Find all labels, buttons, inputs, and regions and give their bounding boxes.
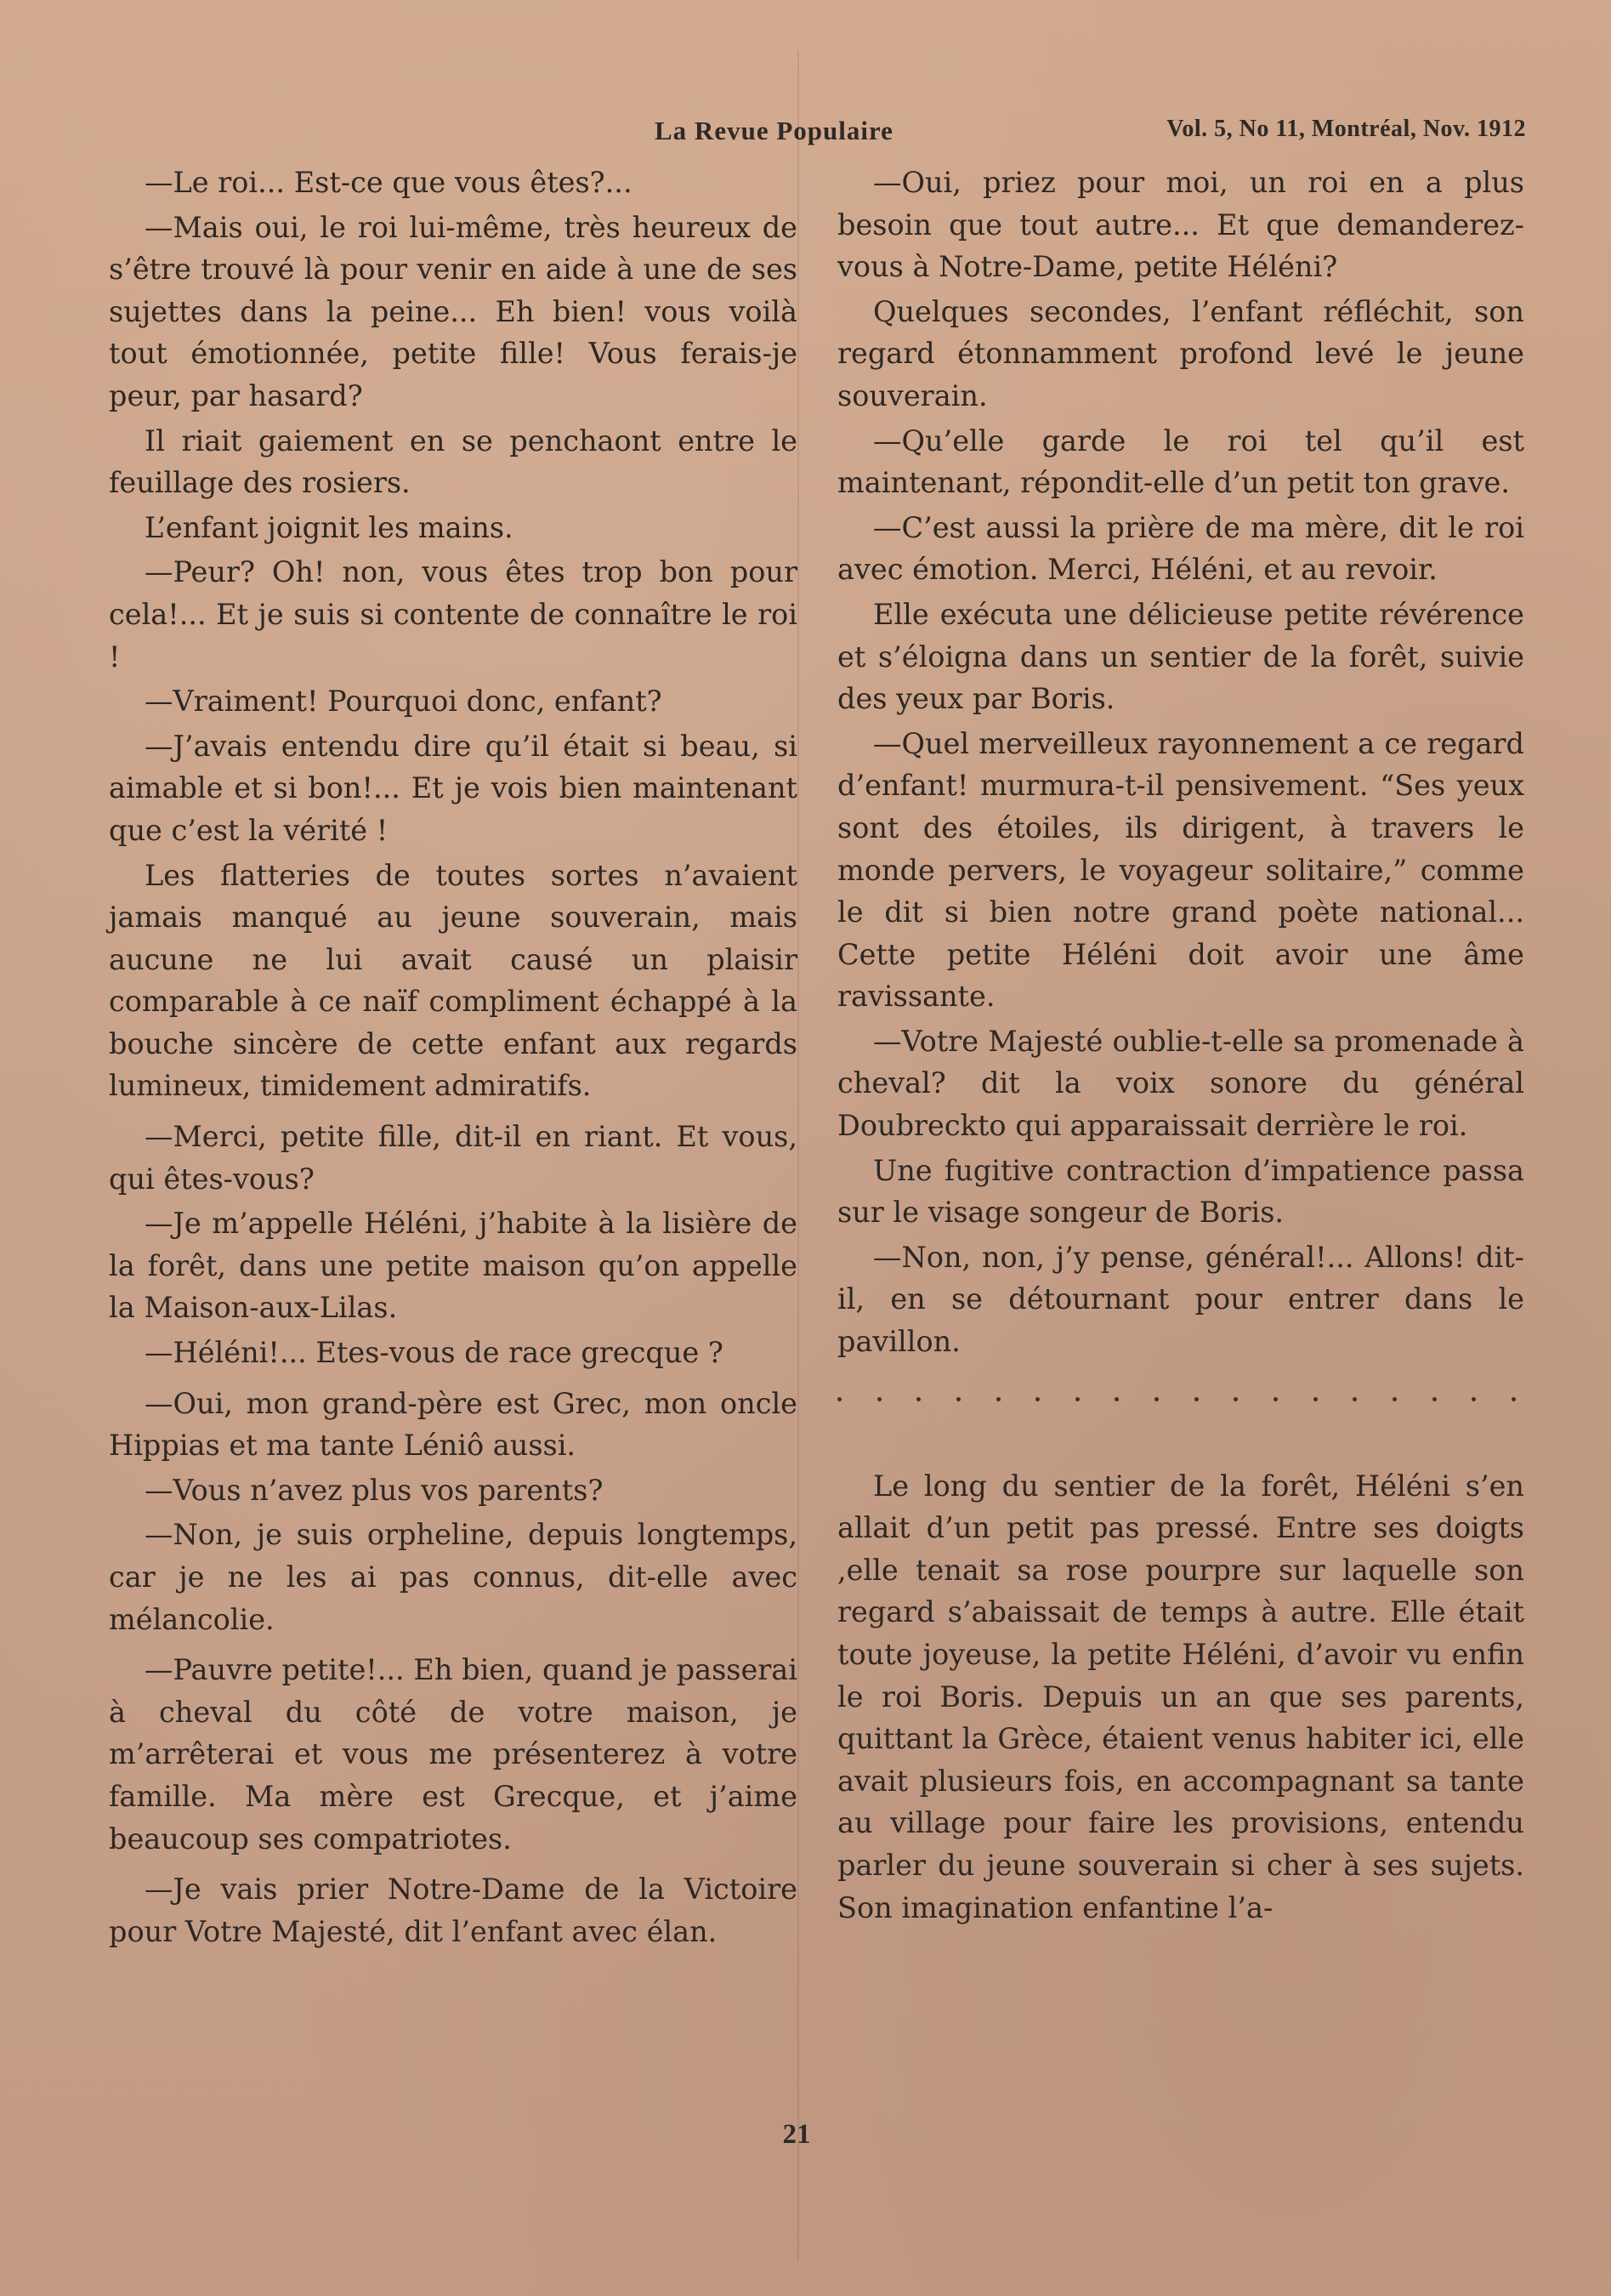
dot — [1075, 1397, 1080, 1401]
dot — [1512, 1397, 1516, 1401]
dot — [1273, 1397, 1278, 1401]
dot — [1353, 1397, 1357, 1401]
page-number: 21 — [782, 2119, 811, 2150]
paragraph: —C’est aussi la prière de ma mère, dit le roi avec émotion. Merci, Héléni, et au revoir. — [837, 510, 1524, 587]
paragraph: —Quel merveilleux rayonnement a ce regard d’enfant! murmura-t-il pensivement. “Ses yeux sont des étoiles, ils dirigent, à travers le monde pervers, le voyageur solitaire,” comme le dit si bien notre grand poète national... Cette petite Héléni doit avoir une âme ravissante. — [837, 726, 1524, 1014]
left-column — [109, 162, 797, 1955]
paragraph: —Qu’elle garde le roi tel qu’il est maintenant, répondit-elle d’un petit ton grave. — [837, 423, 1524, 500]
dot — [1234, 1397, 1238, 1401]
paragraph: —Le roi... Est-ce que vous êtes?... — [145, 166, 632, 199]
paragraph: —Mais oui, le roi lui-même, très heureux de s’être trouvé là pour venir en aide à une de ses sujettes dans la peine... Eh bien! vous voilà tout émotionnée, petite fille! Vous ferais-je peur, par hasard? — [109, 210, 797, 412]
paragraph: —Votre Majesté oublie-t-elle sa promenade à cheval? dit la voix sonore du général Doubreckto qui apparaissait derrière le roi. — [837, 1024, 1524, 1143]
dot — [877, 1397, 882, 1401]
paragraph: —Je m’appelle Héléni, j’habite à la lisière de la forêt, dans une petite maison qu’on appelle la Maison-aux-Lilas. — [109, 1207, 797, 1325]
paragraph: —Pauvre petite!... Eh bien, quand je passerai à cheval du côté de votre maison, je m’arrêterai et vous me présenterez à votre famille. Ma mère est Grecque, et j’aime beaucoup ses compatriotes. — [109, 1653, 797, 1856]
paragraph: Il riait gaiement en se penchaont entre le feuillage des rosiers. — [109, 423, 797, 500]
paragraph: —Héléni!... Etes-vous de race grecque ? — [145, 1336, 723, 1370]
paragraph: Elle exécuta une délicieuse petite révérence et s’éloigna dans un sentier de la forêt, suivie des yeux par Boris. — [837, 597, 1524, 716]
paragraph: —Non, non, j’y pense, général!... Allons! dit-il, en se détournant pour entrer dans le pavillon. — [837, 1240, 1524, 1359]
dot — [1115, 1397, 1119, 1401]
issue-info: Vol. 5, No 11, Montréal, Nov. 1912 — [1166, 116, 1526, 142]
paragraph: —Oui, mon grand-père est Grec, mon oncle Hippias et ma tante Léniô aussi. — [109, 1386, 797, 1463]
paragraph: Une fugitive contraction d’impatience passa sur le visage songeur de Boris. — [837, 1153, 1524, 1230]
dot — [956, 1397, 961, 1401]
paragraph: —Vraiment! Pourquoi donc, enfant? — [145, 685, 662, 719]
paragraph: —Non, je suis orpheline, depuis longtemps, car je ne les ai pas connus, dit-elle avec mélancolie. — [109, 1518, 797, 1636]
paragraph: —Vous n’avez plus vos parents? — [145, 1473, 604, 1507]
page-crease — [797, 51, 799, 2262]
dot — [996, 1397, 1001, 1401]
paragraph: —Merci, petite fille, dit-il en riant. Et vous, qui êtes-vous? — [109, 1120, 797, 1196]
paragraph: —Oui, priez pour moi, un roi en a plus besoin que tout autre... Et que demanderez-vous à Notre-Dame, petite Héléni? — [837, 166, 1524, 284]
dot — [1393, 1397, 1397, 1401]
dot — [1194, 1397, 1199, 1401]
paragraph: —Peur? Oh! non, vous êtes trop bon pour cela!... Et je suis si contente de connaître le roi ! — [109, 555, 797, 673]
paragraph: Les flatteries de toutes sortes n’avaient jamais manqué au jeune souverain, mais aucune ne lui avait causé un plaisir comparable à ce naïf compliment échappé à la bouche sincère de cette enfant aux regards lumineux, timidement admiratifs. — [109, 858, 797, 1103]
paragraph: Quelques secondes, l’enfant réfléchit, son regard étonnamment profond levé le jeune souverain. — [837, 294, 1524, 412]
dot — [1313, 1397, 1318, 1401]
paragraph: —Je vais prier Notre-Dame de la Victoire pour Votre Majesté, dit l’enfant avec élan. — [109, 1873, 797, 1948]
running-header — [655, 116, 1526, 150]
dot — [1472, 1397, 1476, 1401]
paragraph: —J’avais entendu dire qu’il était si beau, si aimable et si bon!... Et je vois bien maintenant que c’est la vérité ! — [109, 729, 797, 847]
right-column — [837, 162, 1524, 1931]
paragraph: L’enfant joignit les mains. — [145, 510, 513, 544]
dot — [837, 1397, 842, 1401]
dot — [1154, 1397, 1159, 1401]
paragraph: Le long du sentier de la forêt, Héléni s’en allait d’un petit pas pressé. Entre ses doigts ,elle tenait sa rose pourpre sur laquelle son regard s’abaissait de temps à autre. Elle était toute joyeuse, la petite Héléni, d’avoir vu enfin le roi Boris. Depuis un an que ses parents, quittant la Grèce, étaient venus habiter ici, elle avait plusieurs fois, en accompagnant sa tante au village pour faire les provisions, entendu parler du jeune souverain si cher à ses sujets. Son imagination enfantine l’a- — [837, 1469, 1524, 1924]
dot — [1432, 1397, 1437, 1401]
journal-title: La Revue Populaire — [655, 116, 893, 145]
dot — [916, 1397, 921, 1401]
section-break-dots — [837, 1387, 1524, 1412]
dot — [1035, 1397, 1040, 1401]
